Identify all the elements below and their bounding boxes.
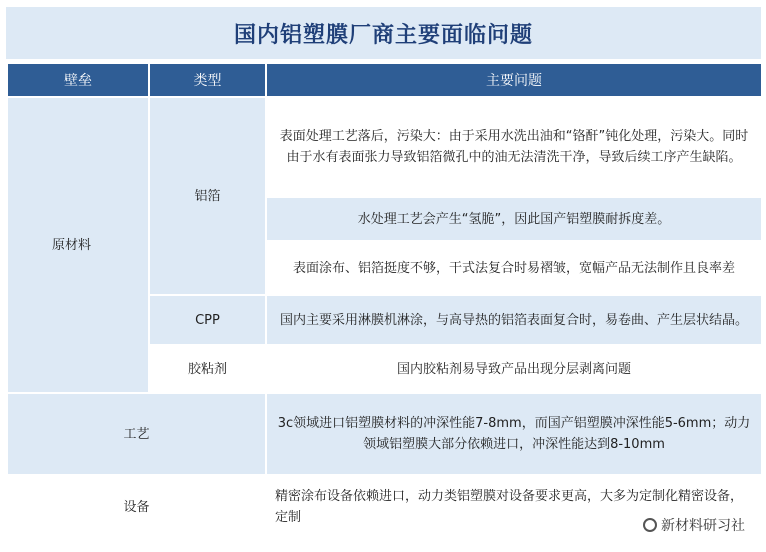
table-row bbox=[8, 98, 761, 196]
page-title: 国内铝塑膜厂商主要面临问题 bbox=[6, 7, 761, 59]
issue-process: 3c领域进口铝塑膜材料的冲深性能7-8mm，而国产铝塑膜冲深性能5-6mm；动力领域铝塑膜大部分依赖进口，冲深性能达到8-10mm bbox=[267, 394, 761, 474]
table-row bbox=[8, 394, 761, 474]
type-aluminum-foil: 铝箔 bbox=[150, 98, 265, 294]
header-row bbox=[8, 64, 761, 96]
category-process: 工艺 bbox=[8, 394, 265, 474]
issue-equipment: 精密涂布设备依赖进口，动力类铝塑膜对设备要求更高，大多为定制化精密设备，定制 bbox=[267, 476, 761, 538]
category-equipment: 设备 bbox=[8, 476, 265, 538]
watermark-text: 新材料研习社 bbox=[661, 518, 745, 534]
issues-table bbox=[6, 62, 763, 540]
issue-foil-surface-treatment: 表面处理工艺落后，污染大：由于采用水洗出油和“铬酐”钝化处理，污染大。同时由于水有表面张力导致铝箔微孔中的油无法清洗干净，导致后续工序产生缺陷。 bbox=[267, 98, 761, 196]
issue-foil-coating: 表面涂布、铝箔挺度不够，干式法复合时易褶皱，宽幅产品无法制作且良率差 bbox=[267, 242, 761, 294]
header-type: 类型 bbox=[150, 64, 265, 96]
header-barrier: 壁垒 bbox=[8, 64, 148, 96]
header-issues: 主要问题 bbox=[267, 64, 761, 96]
issue-adhesive: 国内胶粘剂易导致产品出现分层剥离问题 bbox=[267, 346, 761, 392]
issue-foil-hydrogen-embrittlement: 水处理工艺会产生“氢脆”，因此国产铝塑膜耐拆度差。 bbox=[267, 198, 761, 240]
category-raw-material: 原材料 bbox=[8, 98, 148, 392]
type-cpp: CPP bbox=[150, 296, 265, 344]
watermark bbox=[639, 515, 749, 535]
type-adhesive: 胶粘剂 bbox=[150, 346, 265, 392]
wechat-icon bbox=[643, 518, 657, 532]
table-container bbox=[6, 7, 761, 547]
issue-cpp: 国内主要采用淋膜机淋涂，与高导热的铝箔表面复合时，易卷曲、产生层状结晶。 bbox=[267, 296, 761, 344]
